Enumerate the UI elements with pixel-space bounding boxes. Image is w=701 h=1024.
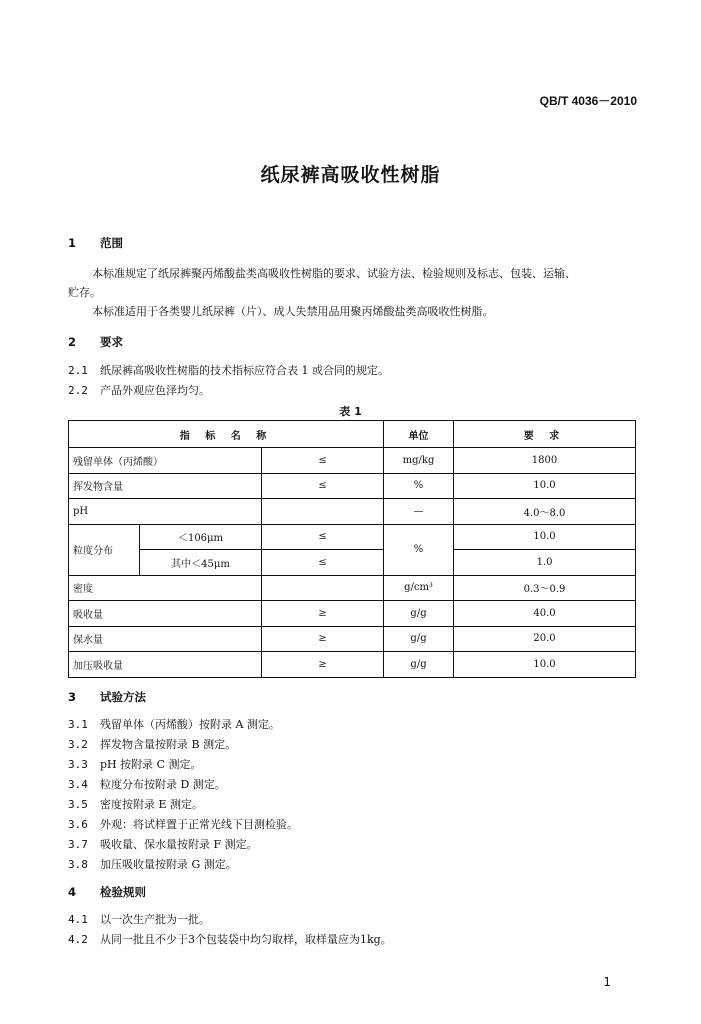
row-symbol: ≤ xyxy=(262,448,384,474)
table-row xyxy=(69,499,636,525)
clause-text: 吸收量、保水量按附录 F 测定。 xyxy=(100,838,258,851)
row-value: 20.0 xyxy=(454,626,636,652)
clause-text: 产品外观应色泽均匀。 xyxy=(100,384,210,397)
table-row xyxy=(69,575,636,601)
clause-3-5 xyxy=(68,796,203,812)
clause-3-1 xyxy=(68,716,280,732)
row-value: 40.0 xyxy=(454,601,636,627)
row-symbol: ≤ xyxy=(262,550,384,576)
row-unit: % xyxy=(384,473,454,499)
section-title: 要求 xyxy=(100,335,123,349)
section-2-heading xyxy=(68,334,123,350)
row-value: 10.0 xyxy=(454,652,636,678)
clause-3-3 xyxy=(68,756,202,772)
row-symbol xyxy=(262,575,384,601)
row-unit: — xyxy=(384,499,454,525)
row-symbol: ≥ xyxy=(262,652,384,678)
clause-2-2 xyxy=(68,382,210,398)
paragraph-continuation: 贮存。 xyxy=(68,286,101,299)
row-symbol xyxy=(262,499,384,525)
row-unit: mg/kg xyxy=(384,448,454,474)
clause-3-7 xyxy=(68,836,258,852)
row-symbol: ≤ xyxy=(262,524,384,550)
clause-number: 2.1 xyxy=(68,364,88,377)
clause-text: 挥发物含量按附录 B 测定。 xyxy=(100,738,237,751)
row-name: 保水量 xyxy=(69,626,262,652)
clause-number: 3.4 xyxy=(68,778,88,791)
header-unit: 单位 xyxy=(384,421,454,448)
section-title: 试验方法 xyxy=(100,690,146,704)
table-row xyxy=(69,448,636,474)
sub-row-name: ＜106μm xyxy=(140,524,262,550)
row-unit: g/g xyxy=(384,652,454,678)
section-1-body xyxy=(68,264,643,321)
clause-2-1 xyxy=(68,362,389,378)
section-4-heading xyxy=(68,884,146,900)
clause-text: 粒度分布按附录 D 测定。 xyxy=(100,778,226,791)
spec-table xyxy=(68,420,636,678)
clause-number: 4.1 xyxy=(68,913,88,926)
row-symbol: ≥ xyxy=(262,601,384,627)
section-3-heading xyxy=(68,689,146,705)
clause-4-1 xyxy=(68,911,210,927)
table-row xyxy=(69,626,636,652)
row-symbol: ≥ xyxy=(262,626,384,652)
document-title: 纸尿裤高吸收性树脂 xyxy=(260,164,441,186)
clause-text: 从同一批且不少于3个包装袋中均匀取样，取样量应为1kg。 xyxy=(100,933,392,946)
paragraph: 本标准适用于各类婴儿纸尿裤（片）、成人失禁用品用聚丙烯酸盐类高吸收性树脂。 xyxy=(92,305,494,318)
section-1-heading xyxy=(68,235,123,251)
row-unit: % xyxy=(384,524,454,575)
clause-text: 加压吸收量按附录 G 测定。 xyxy=(100,858,237,871)
paragraph: 本标准规定了纸尿裤聚丙烯酸盐类高吸收性树脂的要求、试验方法、检验规则及标志、包装、运输、 xyxy=(92,267,576,280)
clause-text: 纸尿裤高吸收性树脂的技术指标应符合表 1 或合同的规定。 xyxy=(100,364,389,377)
section-number: 4 xyxy=(68,885,77,899)
clause-number: 2.2 xyxy=(68,384,88,397)
section-number: 1 xyxy=(68,236,77,250)
row-symbol: ≤ xyxy=(262,473,384,499)
clause-text: 残留单体（丙烯酸）按附录 A 测定。 xyxy=(100,718,280,731)
clause-3-4 xyxy=(68,776,226,792)
clause-number: 4.2 xyxy=(68,933,88,946)
section-title: 范围 xyxy=(100,236,123,250)
clause-number: 3.6 xyxy=(68,818,88,831)
table-row xyxy=(69,473,636,499)
clause-number: 3.7 xyxy=(68,838,88,851)
row-unit: g/g xyxy=(384,601,454,627)
row-name: 吸收量 xyxy=(69,601,262,627)
page-number: 1 xyxy=(603,975,611,989)
clause-number: 3.1 xyxy=(68,718,88,731)
row-name: pH xyxy=(69,499,262,525)
row-name: 残留单体（丙烯酸） xyxy=(69,448,262,474)
row-value: 10.0 xyxy=(454,473,636,499)
row-name: 密度 xyxy=(69,575,262,601)
table-row xyxy=(69,652,636,678)
sub-row-name: 其中＜45μm xyxy=(140,550,262,576)
standard-code: QB/T 4036－2010 xyxy=(539,94,637,108)
row-unit: g/cm³ xyxy=(384,575,454,601)
clause-3-6 xyxy=(68,816,298,832)
table-row-particle xyxy=(69,524,636,550)
clause-3-8 xyxy=(68,856,237,872)
row-name: 挥发物含量 xyxy=(69,473,262,499)
row-value: 1.0 xyxy=(454,550,636,576)
section-title: 检验规则 xyxy=(100,885,146,899)
clause-number: 3.2 xyxy=(68,738,88,751)
clause-number: 3.5 xyxy=(68,798,88,811)
table-row xyxy=(69,601,636,627)
header-requirement: 要 求 xyxy=(454,421,636,448)
table-header-row xyxy=(69,421,636,448)
clause-text: 外观：将试样置于正常光线下目测检验。 xyxy=(100,818,298,831)
clause-text: pH 按附录 C 测定。 xyxy=(100,758,202,771)
table-caption: 表 1 xyxy=(339,405,362,418)
section-number: 2 xyxy=(68,335,77,349)
clause-number: 3.3 xyxy=(68,758,88,771)
clause-text: 以一次生产批为一批。 xyxy=(100,913,210,926)
row-unit: g/g xyxy=(384,626,454,652)
row-name: 加压吸收量 xyxy=(69,652,262,678)
row-value: 1800 xyxy=(454,448,636,474)
row-value: 0.3～0.9 xyxy=(454,575,636,601)
row-value: 4.0～8.0 xyxy=(454,499,636,525)
section-number: 3 xyxy=(68,690,77,704)
clause-number: 3.8 xyxy=(68,858,88,871)
row-name: 粒度分布 xyxy=(69,524,140,575)
table-row-particle xyxy=(69,550,636,576)
clause-text: 密度按附录 E 测定。 xyxy=(100,798,204,811)
clause-4-2 xyxy=(68,931,392,947)
header-indicator: 指 标 名 称 xyxy=(69,421,384,448)
clause-3-2 xyxy=(68,736,236,752)
row-value: 10.0 xyxy=(454,524,636,550)
